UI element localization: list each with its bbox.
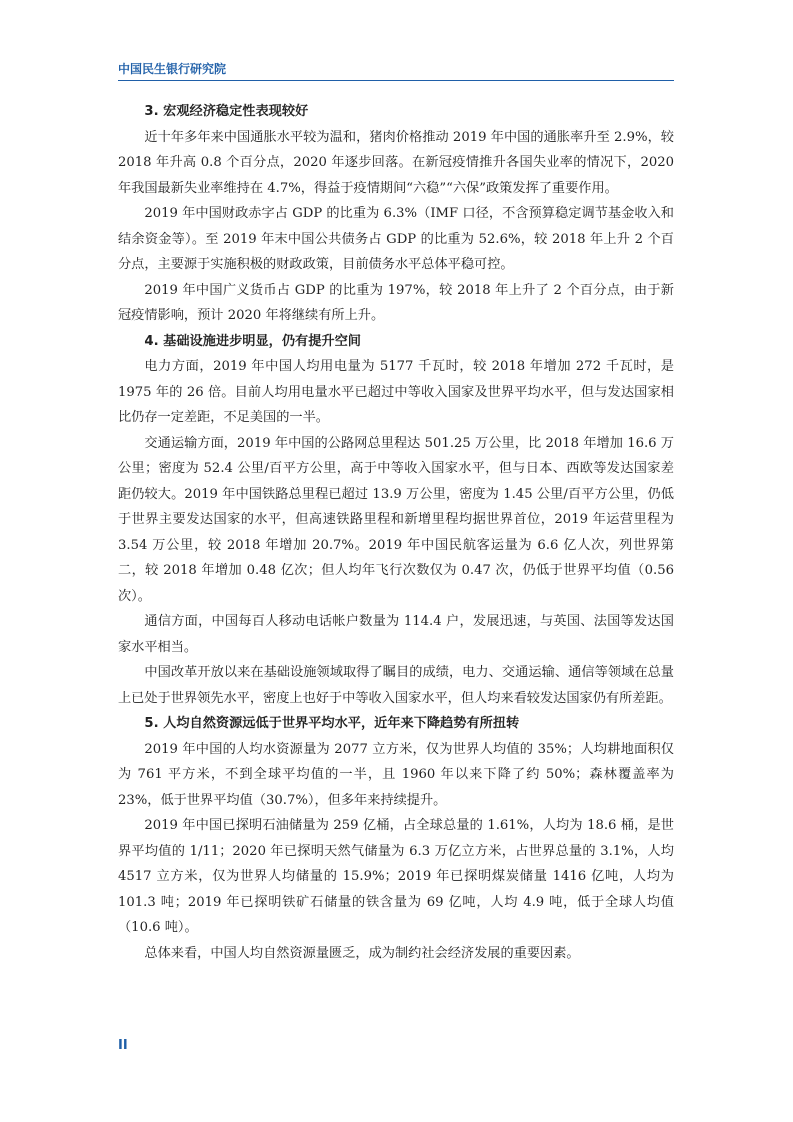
section-5-paragraph-3: 总体来看，中国人均自然资源量匮乏，成为制约社会经济发展的重要因素。 bbox=[144, 945, 580, 961]
section-4-heading: 4. 基础设施进步明显，仍有提升空间 bbox=[144, 333, 361, 349]
section-4-paragraph-1: 电力方面，2019 年中国人均用电量为 5177 千瓦时，较 2018 年增加 272 千瓦时，是 1975 年的 26 倍。目前人均用电量水平已超过中等收入国家及世界平均水平，但与发达国家相比仍存一定差距，不足美国的一半。 bbox=[118, 359, 674, 425]
section-4-paragraph-2: 交通运输方面，2019 年中国的公路网总里程达 501.25 万公里，比 2018 年增加 16.6 万公里；密度为 52.4 公里/百平方公里，高于中等收入国家水平，但与日本、西欧等发达国家差距仍较大。2019 年中国铁路总里程已超过 13.9 万公里，密度为 1.45 公里/百平方公里，仍低于世界主要发达国家的水平，但高速铁路里程和新增里程均据世界首位，2019 年运营里程为 3.54 万公里，较 2018 年增加 20.7%。2019 年中国民航客运量为 6.6 亿人次，列世界第二，较 2018 年增加 0.48 亿次；但人均年飞行次数仅为 0.47 次，仍低于世界平均值（0.56 次）。 bbox=[118, 435, 674, 604]
section-5-paragraph-1: 2019 年中国的人均水资源量为 2077 立方米，仅为世界人均值的 35%；人均耕地面积仅为 761 平方米，不到全球平均值的一半，且 1960 年以来下降了约 50%；森林覆盖率为 23%，低于世界平均值（30.7%），但多年来持续提升。 bbox=[118, 741, 674, 808]
section-5-paragraph-2: 2019 年中国已探明石油储量为 259 亿桶，占全球总量的 1.61%，人均为 18.6 桶，是世界平均值的 1/11；2020 年已探明天然气储量为 6.3 万亿立方米，占世界总量的 3.1%，人均 4517 立方米，仅为世界人均储量的 15.9%；2019 年已探明煤炭储量 1416 亿吨，人均为 101.3 吨；2019 年已探明铁矿石储量的铁含量为 69 亿吨，人均 4.9 吨，低于全球人均值（10.6 吨）。 bbox=[118, 818, 674, 935]
section-5-heading: 5. 人均自然资源远低于世界平均水平，近年来下降趋势有所扭转 bbox=[144, 716, 520, 731]
section-3-heading: 3. 宏观经济稳定性表现较好 bbox=[144, 104, 309, 119]
page-number: II bbox=[118, 1038, 128, 1053]
document-body bbox=[118, 99, 674, 966]
section-4-paragraph-3: 通信方面，中国每百人移动电话帐户数量为 114.4 户，发展迅速，与英国、法国等发达国家水平相当。 bbox=[118, 614, 674, 655]
section-3-paragraph-1: 近十年多年来中国通胀水平较为温和，猪肉价格推动 2019 年中国的通胀率升至 2.9%，较 2018 年升高 0.8 个百分点，2020 年逐步回落。在新冠疫情推升各国失业率的情况下，2020 年我国最新失业率维持在 4.7%，得益于疫情期间“六稳”“六保”政策发挥了重要作用。 bbox=[118, 129, 674, 196]
page-header-org-name: 中国民生银行研究院 bbox=[118, 62, 227, 76]
section-3-paragraph-2: 2019 年中国财政赤字占 GDP 的比重为 6.3%（IMF 口径，不含预算稳定调节基金收入和结余资金等）。至 2019 年末中国公共债务占 GDP 的比重为 52.6%，较 2018 年上升 2 个百分点，主要源于实施积极的财政政策，目前债务水平总体平稳可控。 bbox=[118, 206, 674, 272]
header-divider bbox=[118, 80, 674, 81]
section-3-paragraph-3: 2019 年中国广义货币占 GDP 的比重为 197%，较 2018 年上升了 2 个百分点，由于新冠疫情影响，预计 2020 年将继续有所上升。 bbox=[118, 282, 674, 323]
section-4-paragraph-4: 中国改革开放以来在基础设施领域取得了瞩目的成绩，电力、交通运输、通信等领域在总量上已处于世界领先水平，密度上也好于中等收入国家水平，但人均来看较发达国家仍有所差距。 bbox=[118, 665, 674, 706]
